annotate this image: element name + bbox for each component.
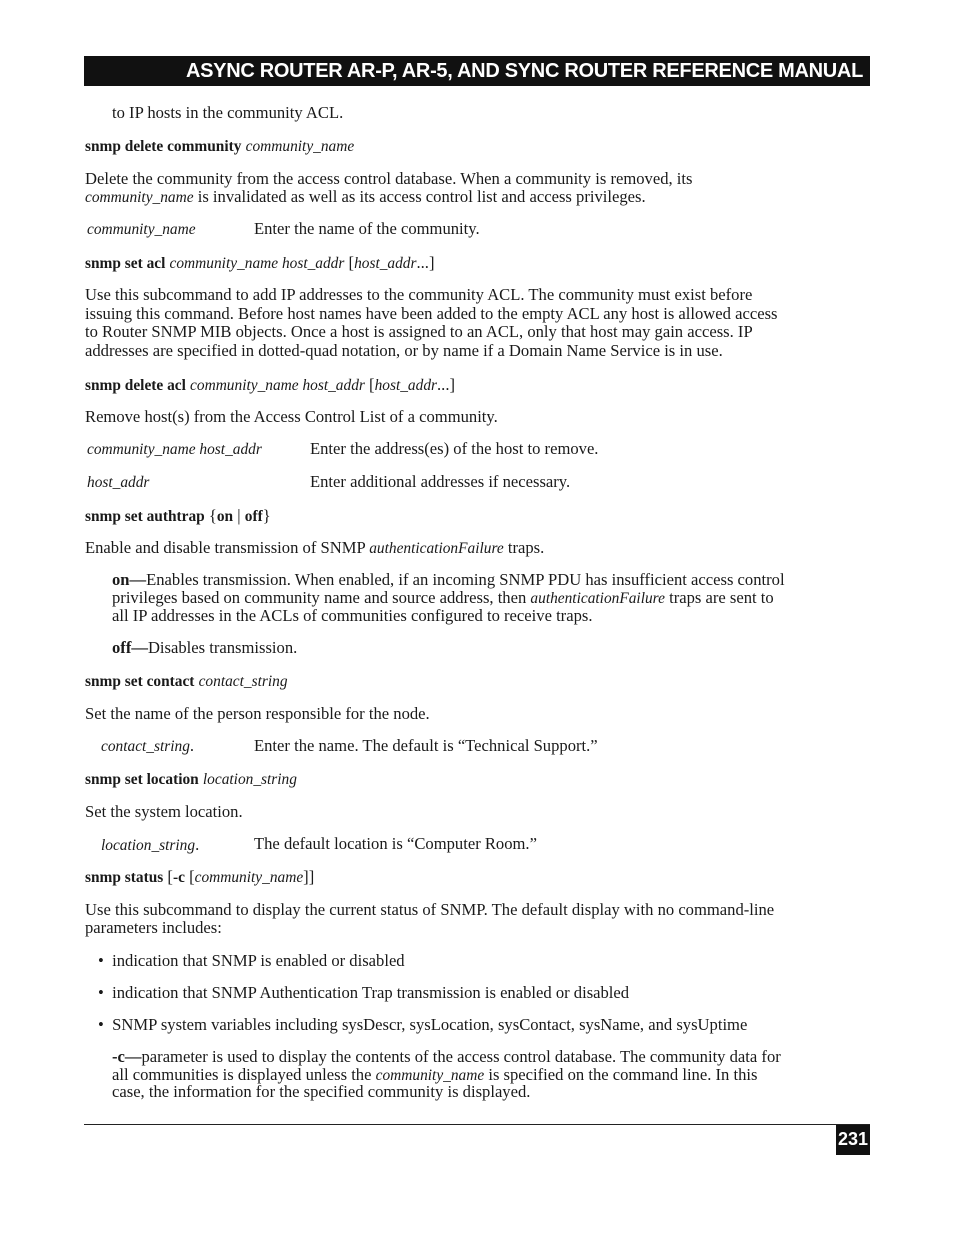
- page-number: 231: [836, 1125, 870, 1155]
- param-desc-community-name: Enter the name of the community.: [254, 219, 480, 238]
- param-desc-location-string: The default location is “Computer Room.”: [254, 834, 537, 853]
- delete-community-desc-line2: community_name is invalidated as well as its access control list and access privileges.: [85, 187, 646, 206]
- manual-title: ASYNC ROUTER AR-P, AR-5, AND SYNC ROUTER REFERENCE MANUAL: [185, 60, 863, 82]
- cmd-delete-acl: snmp delete acl community_name host_addr [host_addr...]: [85, 375, 455, 394]
- param-term-location-string: location_string.: [101, 835, 200, 854]
- manual-header-bar: [84, 56, 870, 86]
- authtrap-off: off—Disables transmission.: [112, 638, 298, 657]
- contact-desc: Set the name of the person responsible for the node.: [85, 704, 430, 723]
- param-desc-host-addr: Enter additional addresses if necessary.: [310, 472, 571, 491]
- list-item: • SNMP system variables including sysDescr, sysLocation, sysContact, sysName, and sysUptime: [98, 1015, 748, 1034]
- continuation-line: to IP hosts in the community ACL.: [112, 103, 344, 122]
- authtrap-on-line3: all IP addresses in the ACLs of communities configured to receive traps.: [112, 606, 593, 625]
- cmd-delete-community: snmp delete community community_name: [85, 138, 355, 155]
- list-item: • indication that SNMP Authentication Trap transmission is enabled or disabled: [98, 983, 630, 1002]
- param-term-contact-string: contact_string.: [101, 736, 195, 755]
- status-c-line2: all communities is displayed unless the community_name is specified on the command line. In this: [112, 1065, 758, 1084]
- location-desc: Set the system location.: [85, 802, 243, 821]
- authtrap-on-line1: on—Enables transmission. When enabled, if an incoming SNMP PDU has insufficient access control: [112, 570, 785, 589]
- authtrap-on-line2: privileges based on community name and source address, then authenticationFailure traps are sent to: [112, 588, 774, 607]
- status-desc-line1: Use this subcommand to display the current status of SNMP. The default display with no command-line: [85, 900, 775, 919]
- set-acl-desc-line2: issuing this command. Before host names have been added to the empty ACL any host is allowed access: [85, 304, 778, 323]
- cmd-set-authtrap: snmp set authtrap {on | off}: [85, 506, 271, 525]
- param-term-host-addr: host_addr: [87, 474, 150, 491]
- delete-community-desc-line1: Delete the community from the access control database. When a community is removed, its: [85, 169, 693, 188]
- set-acl-desc-line4: addresses are specified in dotted-quad notation, or by name if a Domain Name Service is in use.: [85, 341, 723, 360]
- cmd-set-acl: snmp set acl community_name host_addr [host_addr...]: [85, 253, 435, 272]
- cmd-status: snmp status [-c [community_name]]: [85, 867, 315, 886]
- status-c-line3: case, the information for the specified community is displayed.: [112, 1082, 531, 1101]
- status-c-line1: -c—parameter is used to display the contents of the access control database. The community data for: [112, 1047, 781, 1066]
- cmd-set-location: snmp set location location_string: [85, 771, 297, 788]
- list-item: • indication that SNMP is enabled or disabled: [98, 951, 405, 970]
- param-desc-contact-string: Enter the name. The default is “Technical Support.”: [254, 736, 598, 755]
- cmd-set-contact: snmp set contact contact_string: [85, 673, 288, 690]
- footer-rule: [84, 1124, 870, 1125]
- param-desc-community-host: Enter the address(es) of the host to remove.: [310, 439, 599, 458]
- status-desc-line2: parameters includes:: [85, 918, 222, 937]
- set-acl-desc-line1: Use this subcommand to add IP addresses to the community ACL. The community must exist before: [85, 285, 753, 304]
- authtrap-desc: Enable and disable transmission of SNMP authenticationFailure traps.: [85, 538, 545, 557]
- param-term-community-name: community_name: [87, 221, 196, 238]
- set-acl-desc-line3: to Router SNMP MIB objects. Once a host is assigned to an ACL, only that host may gain access. IP: [85, 322, 753, 341]
- param-term-community-host: community_name host_addr: [87, 441, 262, 458]
- delete-acl-desc: Remove host(s) from the Access Control List of a community.: [85, 407, 498, 426]
